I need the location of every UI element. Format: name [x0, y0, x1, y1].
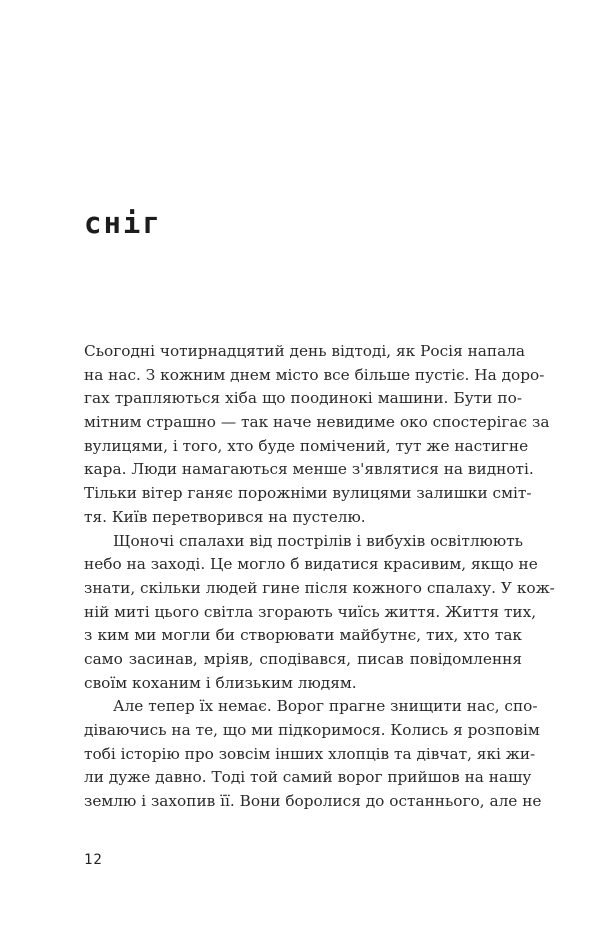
body-text: [84, 340, 555, 814]
paragraph: [84, 340, 550, 530]
text-line: своїм коханим і близьким людям.: [84, 673, 357, 692]
page-number: 12: [84, 852, 103, 868]
text-line: тобі історію про зовсім інших хлопців та дівчат, які жи-: [84, 744, 536, 763]
text-line: ній миті цього світла згорають чиїсь життя. Життя тих,: [84, 602, 537, 621]
text-line: небо на заході. Це могло б видатися красивим, якщо не: [84, 555, 538, 574]
text-line: ли дуже давно. Тоді той самий ворог прийшов на нашу: [84, 768, 532, 787]
text-line: Щоночі спалахи від пострілів і вибухів освітлюють: [113, 531, 523, 550]
paragraph: [84, 695, 542, 813]
text-line: гах трапляються хіба що поодинокі машини. Бути по-: [84, 389, 522, 408]
text-line: з ким ми могли би створювати майбутнє, тих, хто так: [84, 626, 522, 645]
text-line: Сьогодні чотирнадцятий день відтоді, як Росія напала: [84, 342, 526, 360]
paragraph: [84, 530, 555, 696]
text-line: кара. Люди намагаються менше з'являтися на видноті.: [84, 460, 534, 479]
text-line: само засинав, мріяв, сподівався, писав повідомлення: [84, 649, 522, 668]
text-line: тя. Київ перетворився на пустелю.: [84, 507, 366, 526]
text-line: вулицями, і того, хто буде помічений, тут же настигне: [84, 436, 529, 455]
text-line: землю і захопив її. Вони боролися до останнього, але не: [84, 792, 542, 811]
text-line: на нас. З кожним днем місто все більше пустіє. На доро-: [84, 365, 545, 384]
text-line: мітним страшно — так наче невидиме око спостерігає за: [84, 413, 550, 432]
text-line: знати, скільки людей гине після кожного спалаху. У кож-: [84, 578, 555, 597]
text-line: Тільки вітер ганяє порожніми вулицями залишки сміт-: [84, 484, 532, 503]
chapter-title: сніг: [84, 206, 162, 240]
text-line: Але тепер їх немає. Ворог прагне знищити нас, спо-: [113, 697, 538, 716]
text-line: діваючись на те, що ми підкоримося. Колись я розповім: [84, 721, 540, 739]
